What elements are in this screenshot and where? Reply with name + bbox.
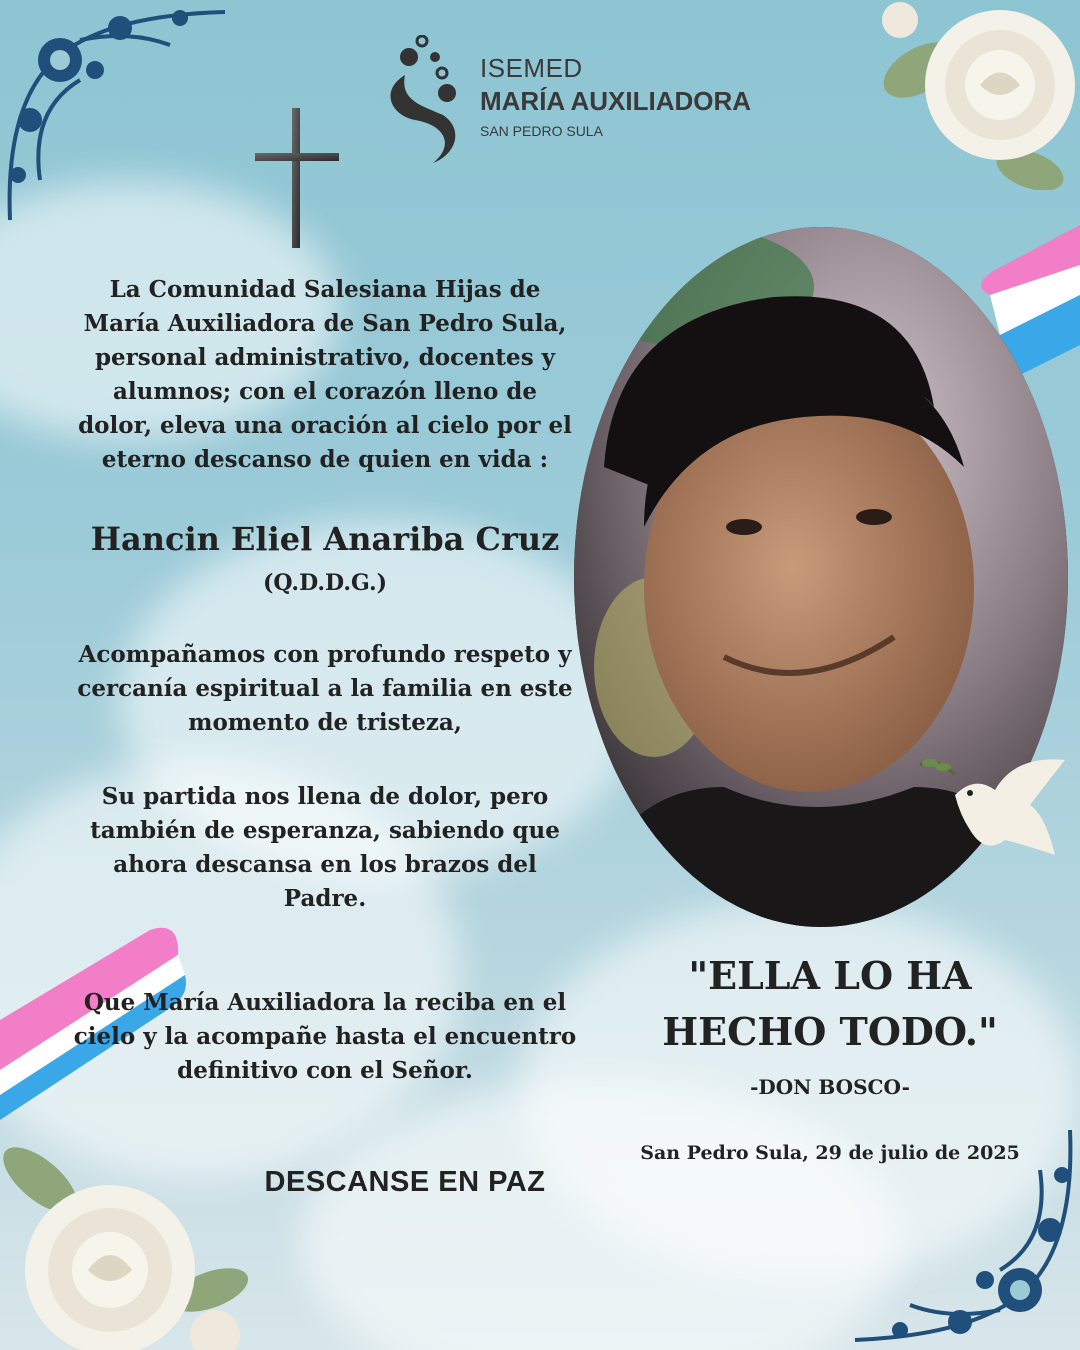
deceased-abbrev: (Q.D.D.G.)	[262, 570, 388, 596]
condolence-line: Acompañamos con profundo respeto y	[78, 641, 572, 668]
intro-line: personal administrativo, docentes y	[94, 344, 556, 371]
hope-line: Su partida nos llena de dolor, pero	[101, 783, 549, 810]
intro-paragraph	[40, 273, 610, 477]
logo-line-1: ISEMED	[480, 53, 583, 83]
dove-icon	[915, 745, 1070, 870]
quote-author: -DON BOSCO-	[750, 1075, 910, 1099]
intro-line: María Auxiliadora de San Pedro Sula,	[83, 310, 567, 337]
date-line: San Pedro Sula, 29 de julio de 2025	[640, 1142, 1020, 1164]
prayer-paragraph	[40, 986, 610, 1088]
hope-line: ahora descansa en los brazos del	[113, 851, 537, 878]
rip-text: DESCANSE EN PAZ	[264, 1166, 546, 1198]
condolence-paragraph	[40, 638, 610, 740]
hope-paragraph	[40, 780, 610, 916]
hope-line: también de esperanza, sabiendo que	[90, 817, 560, 844]
institution-logo	[385, 35, 765, 170]
intro-line: dolor, eleva una oración al cielo por el	[78, 412, 572, 439]
condolence-line: cercanía espiritual a la familia en este	[77, 675, 573, 702]
rose-icon	[880, 0, 1080, 190]
logo-line-2: MARÍA AUXILIADORA	[480, 86, 752, 116]
floral-ornament-icon	[0, 0, 230, 230]
prayer-line: cielo y la acompañe hasta el encuentro	[73, 1023, 577, 1050]
deceased-name: Hancin Eliel Anariba Cruz	[90, 520, 560, 558]
prayer-line: Que María Auxiliadora la reciba en el	[83, 989, 567, 1016]
prayer-line: definitivo con el Señor.	[177, 1057, 473, 1084]
cross-icon	[255, 108, 339, 248]
quote-line: "ELLA LO HA	[688, 953, 972, 998]
logo-mark-icon	[385, 35, 470, 170]
intro-line: alumnos; con el corazón lleno de	[112, 378, 538, 405]
quote-line: HECHO TODO."	[662, 1009, 998, 1054]
intro-line: La Comunidad Salesiana Hijas de	[109, 276, 541, 303]
hope-line: Padre.	[283, 885, 367, 912]
intro-line: eterno descanso de quien en vida :	[101, 446, 549, 473]
logo-line-3: SAN PEDRO SULA	[480, 123, 603, 139]
quote	[620, 948, 1040, 1060]
condolence-line: momento de tristeza,	[188, 709, 462, 736]
